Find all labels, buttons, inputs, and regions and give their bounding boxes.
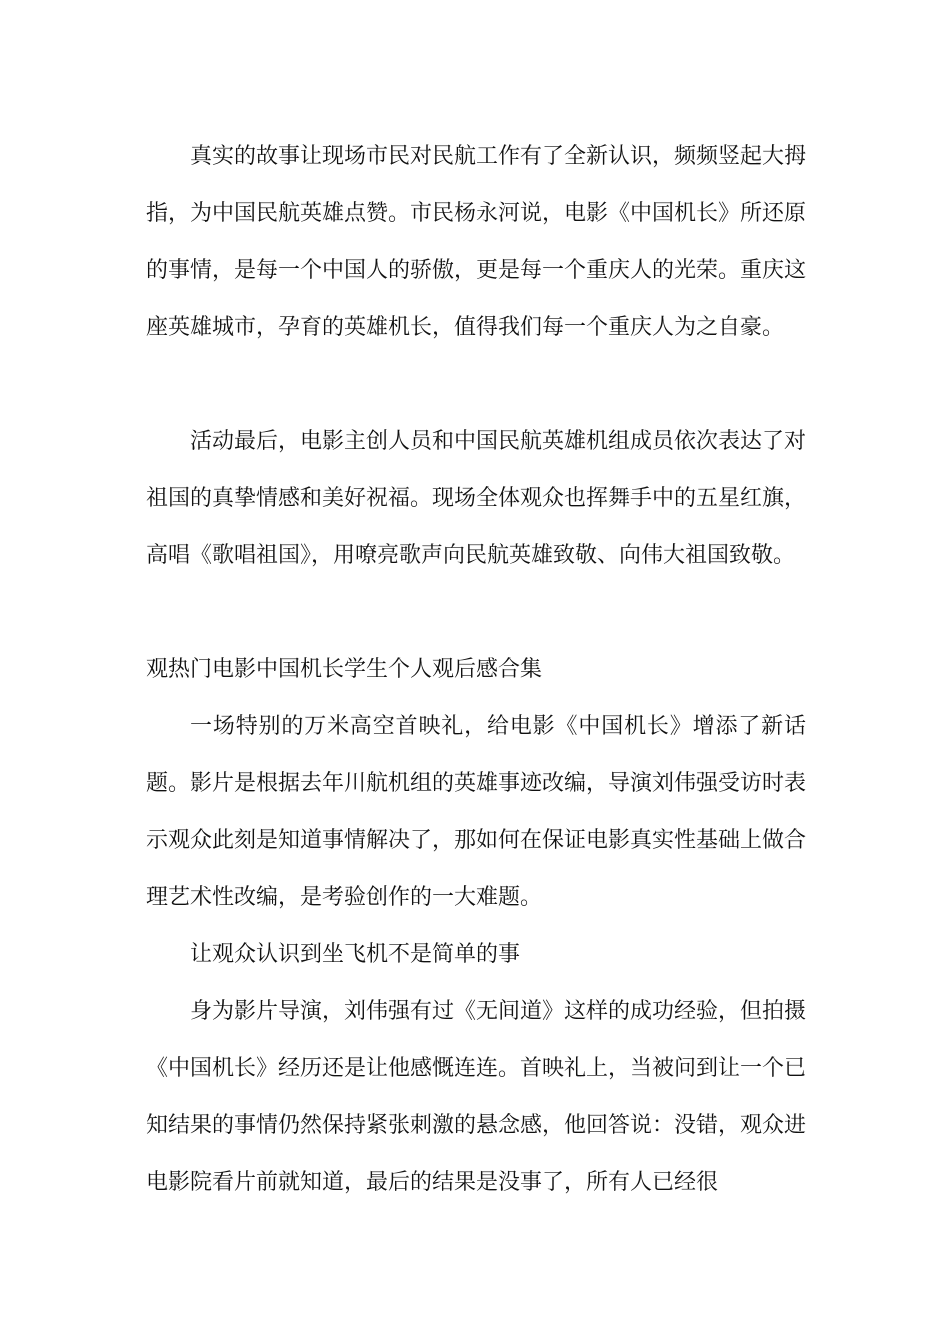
article-title: 观热门电影中国机长学生个人观后感合集 [146, 657, 543, 682]
paragraph-citizens-praise: 真实的故事让现场市民对民航工作有了全新认识，频频竖起大拇指，为中国民航英雄点赞。市民杨永河说，电影《中国机长》所还原的事情，是每一个中国人的骄傲，更是每一个重庆人的光荣。重庆这座英雄城市，孕育的英雄机长，值得我们每一个重庆人为之自豪。 [146, 144, 807, 340]
paragraph-event-ending: 活动最后，电影主创人员和中国民航英雄机组成员依次表达了对祖国的真挚情感和美好祝福。现场全体观众也挥舞手中的五星红旗，高唱《歌唱祖国》，用嘹亮歌声向民航英雄致敬、向伟大祖国致敬。 [146, 429, 807, 568]
paragraph-director: 身为影片导演，刘伟强有过《无间道》这样的成功经验，但拍摄《中国机长》经历还是让他感慨连连。首映礼上，当被问到让一个已知结果的事情仍然保持紧张刺激的悬念感，他回答说：没错，观众进电影院看片前就知道，最后的结果是没事了，所有人已经很 [146, 999, 807, 1195]
section-subheading: 让观众认识到坐飞机不是简单的事 [190, 942, 521, 967]
paragraph-premiere: 一场特别的万米高空首映礼，给电影《中国机长》增添了新话题。影片是根据去年川航机组的英雄事迹改编，导演刘伟强受访时表示观众此刻是知道事情解决了，那如何在保证电影真实性基础上做合理艺术性改编，是考验创作的一大难题。 [146, 714, 807, 910]
